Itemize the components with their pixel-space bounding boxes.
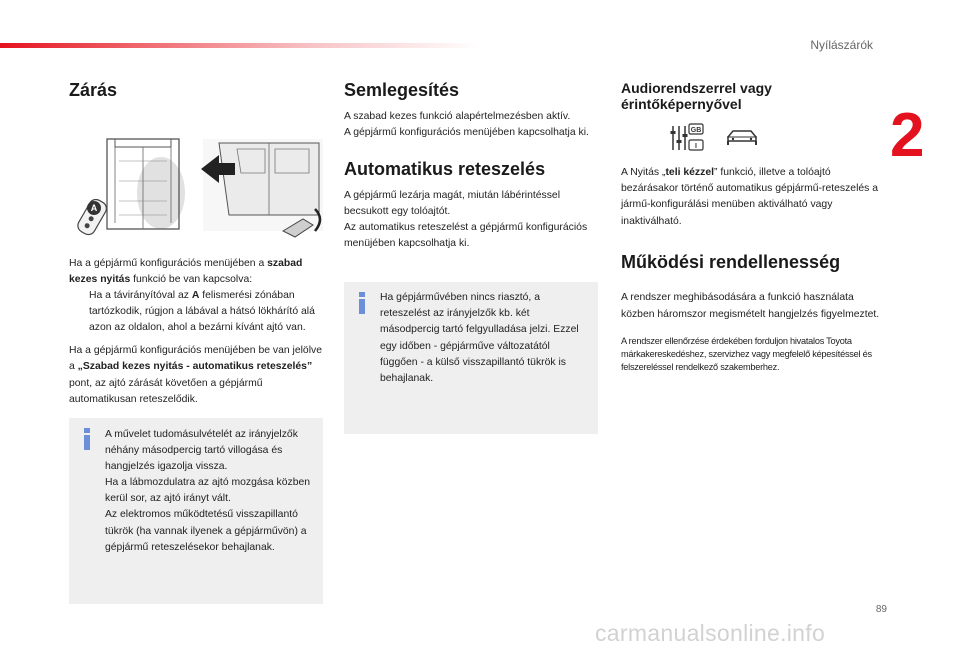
- callout-a-label: A: [90, 202, 98, 213]
- callout-a-badge: [87, 201, 101, 215]
- heading-zaras: Zárás: [69, 80, 118, 100]
- icon-i-label: I: [695, 143, 697, 151]
- text-span: Ha a gépjármű konfigurációs menüjében a: [69, 257, 268, 269]
- info-text: Ha gépjárművében nincs riasztó, a reteszelést az irányjelzők kb. két másodpercig tartó felgyulladása jelzi. Ezzel egy időben - gépjárműve változatától függően - a külső visszapillantó tükrök is behajlanak.: [380, 292, 579, 384]
- info-icon: [356, 292, 368, 314]
- heading-malfunction: Működési rendellenesség: [621, 251, 841, 272]
- paragraph-auto-lock: [69, 343, 323, 408]
- section-title: Nyílászárók: [810, 38, 873, 52]
- info-box-no-alarm: [344, 282, 598, 434]
- info-icon: [81, 428, 93, 450]
- paragraph-hands-free-on: [69, 256, 323, 288]
- text-span: Ha a gépjármű konfigurációs menüjében be van jelölve a: [69, 345, 322, 373]
- illustration-van-rear: [69, 111, 323, 241]
- bullet-text: [89, 288, 323, 336]
- info-text: A művelet tudomásulvételét az irányjelzők néhány másodpercig tartó villogása és hangjelzés igazolja vissza. Ha a lábmozdulatra az ajtó mozgása közben kerül sor, az ajtó irányt vált. Az elektromos működtetésű visszapillantó tükrök (ha vannak ilyenek a gépjárművön) a gépjármű reteszelésekor behajlanak.: [105, 428, 311, 553]
- bold-span: szabad kezes nyitás: [69, 257, 303, 285]
- bold-span: A: [191, 289, 200, 301]
- paragraph-malfunction: A rendszer meghibásodására a funkció használata közben háromszor megismételt hangjelzés figyelmeztet.: [621, 292, 880, 320]
- icon-row: [669, 120, 881, 156]
- column-deactivation: [344, 80, 598, 434]
- paragraph-auto-locking: A gépjármű lezárja magát, miután lábérintéssel becsukott egy tolóajtót. Az automatikus reteszelést a gépjármű konfigurációs menüjében kapcsolhatja ki.: [344, 189, 588, 249]
- watermark-text: carmanualsonline.info: [595, 620, 826, 646]
- text-span: A Nyitás „: [621, 167, 666, 179]
- paragraph-service-advice: A rendszer ellenőrzése érdekében forduljon hivatalos Toyota márkakereskedéshez, szervizhez vagy megfelelő képesítéssel és felszereléssel rendelkező szakemberhez.: [621, 335, 872, 373]
- van-rear-illustration: [69, 111, 323, 241]
- car-settings-icon: [725, 127, 759, 149]
- chapter-number: 2: [890, 101, 925, 170]
- heading-auto-locking: Automatikus reteszelés: [344, 158, 546, 179]
- bullet-item: [69, 288, 323, 336]
- text-span: felismerési zónában tartózkodik, rúgjon a lábával a hátsó lökhárító alá azon az oldalon, ahol a bezárni kívánt ajtó van.: [89, 289, 315, 334]
- text-span: pont, az ajtó zárását követően a gépjármű automatikusan reteszelődik.: [69, 377, 263, 405]
- column-locking: [69, 80, 323, 604]
- text-span: Ha a távirányítóval az: [89, 289, 192, 301]
- top-gradient-bar: [0, 43, 480, 48]
- icon-gb-label: GB: [690, 127, 702, 135]
- heading-audio-touchscreen: Audiorendszerrel vagy érintőképernyővel: [621, 80, 772, 113]
- paragraph-deactivation: A szabad kezes funkció alapértelmezésben aktív. A gépjármű konfigurációs menüjében kapcsolhatja ki.: [344, 110, 589, 138]
- heading-semlegesites: Semlegesítés: [344, 80, 460, 100]
- bold-span: „Szabad kezes nyitás - automatikus reteszelés”: [77, 361, 313, 373]
- audio-settings-icon: [669, 122, 705, 154]
- text-span: ” funkció, illetve a tolóajtó bezárásakor történő automatikus gépjármű-reteszelés a jármű-konfigurálási menüben aktiválható vagy inaktiválható.: [621, 167, 879, 227]
- paragraph-audio-activation: [621, 165, 881, 230]
- column-audio-touchscreen: [621, 80, 881, 375]
- page-number: 89: [875, 604, 887, 615]
- bold-span: teli kézzel: [665, 167, 714, 179]
- bullet-marker: [69, 288, 89, 336]
- info-box-confirmation: [69, 418, 323, 604]
- text-span: funkció be van kapcsolva:: [130, 273, 253, 285]
